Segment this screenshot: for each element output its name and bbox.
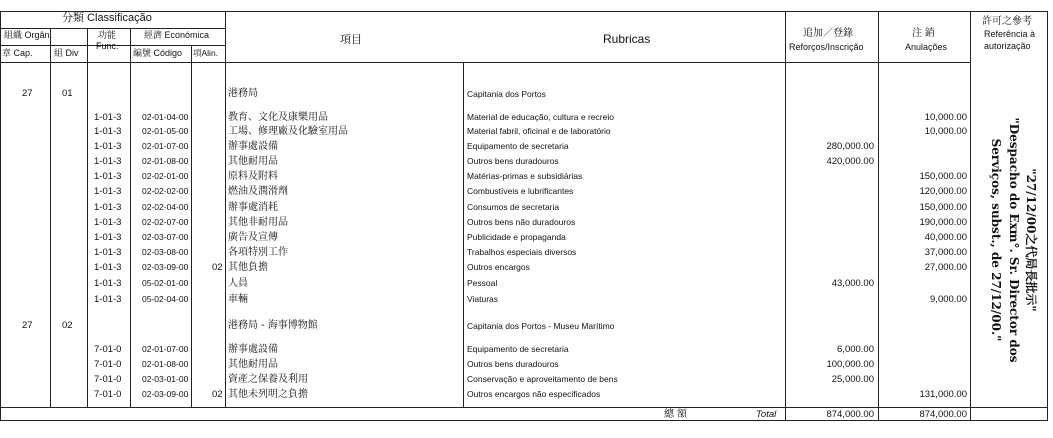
row-codigo: 02-03-09-00	[142, 262, 189, 272]
table-row	[0, 247, 970, 261]
header-rubricas: Rubricas	[603, 32, 651, 46]
row-alin: 02	[212, 262, 223, 273]
authorization-line-1: "27/12/00之代局長批示"	[1024, 168, 1039, 312]
row-anulacao: 190,000.00	[919, 217, 967, 228]
group-cap: 27	[22, 320, 33, 331]
row-func: 1-01-3	[94, 141, 122, 152]
row-anulacao: 27,000.00	[924, 262, 967, 273]
row-codigo: 02-01-04-00	[142, 112, 189, 122]
row-item: 各項特別工作	[228, 247, 288, 258]
row-codigo: 02-01-05-00	[142, 126, 189, 136]
group-item: 港務局 - 海事博物館	[228, 320, 318, 331]
row-func: 1-01-3	[94, 171, 122, 182]
header-reforcos: Reforços/Inscrição	[789, 42, 864, 52]
row-anulacao: 120,000.00	[919, 186, 967, 197]
row-alin: 02	[212, 389, 223, 400]
row-func: 1-01-3	[94, 278, 122, 289]
row-item: 工場、修理廠及化驗室用品	[228, 126, 348, 137]
row-item: 教育、文化及康樂用品	[228, 112, 328, 123]
table-row	[0, 389, 970, 403]
row-codigo: 02-01-08-00	[142, 156, 189, 166]
table-row	[0, 217, 970, 231]
row-item: 其他非耐用品	[228, 217, 288, 228]
table-row	[0, 232, 970, 246]
row-codigo: 02-01-07-00	[142, 141, 189, 151]
row-anulacao: 150,000.00	[919, 202, 967, 213]
table-row	[0, 359, 970, 373]
table-row	[0, 141, 970, 155]
row-func: 7-01-0	[94, 359, 122, 370]
row-codigo: 02-01-08-00	[142, 359, 189, 369]
row-codigo: 02-03-07-00	[142, 232, 189, 242]
row-item: 車輛	[228, 294, 248, 305]
row-rubrica: Pessoal	[467, 278, 498, 288]
table-top-border	[0, 11, 1048, 12]
group-rubrica: Capitania dos Portos - Museu Marítimo	[467, 321, 615, 331]
row-anulacao: 10,000.00	[924, 126, 967, 137]
total-anulacao: 874,000.00	[919, 409, 967, 420]
row-func: 1-01-3	[94, 247, 122, 258]
header-bottom-border	[0, 62, 970, 63]
table-row	[0, 112, 970, 126]
row-codigo: 02-03-09-00	[142, 389, 189, 399]
header-reforcos-zh: 追加／登錄	[803, 28, 853, 39]
row-func: 1-01-3	[94, 262, 122, 273]
table-bottom-border	[0, 420, 1048, 421]
row-rubrica: Viaturas	[467, 294, 499, 304]
table-row	[0, 156, 970, 170]
row-codigo: 02-02-01-00	[142, 171, 189, 181]
row-rubrica: Material fabril, oficinal e de laboratório	[467, 126, 611, 136]
row-anulacao: 40,000.00	[924, 232, 967, 243]
table-row	[0, 278, 970, 292]
row-func: 1-01-3	[94, 294, 122, 305]
row-item: 辦事處設備	[228, 141, 278, 152]
row-rubrica: Consumos de secretaria	[467, 202, 560, 212]
row-rubrica: Matérias-primas e subsidiárias	[467, 171, 583, 181]
group-cap: 27	[22, 88, 33, 99]
row-func: 1-01-3	[94, 126, 122, 137]
authorization-line-2: "Despacho do Exm°. Sr. Director dos	[1006, 117, 1021, 363]
row-rubrica: Equipamento de secretaria	[467, 344, 569, 354]
row-item: 燃油及潤滑劑	[228, 186, 288, 197]
header-cap: 章 Cap.	[2, 48, 33, 58]
row-item: 廣告及宣傳	[228, 232, 278, 243]
header-anulacoes-zh: 注 銷	[912, 28, 935, 39]
row-func: 7-01-0	[94, 374, 122, 385]
row-item: 其他負擔	[228, 262, 268, 273]
header-func-zh: 功能	[98, 30, 117, 40]
row-anulacao: 9,000.00	[930, 294, 967, 305]
row-anulacao: 131,000.00	[919, 389, 967, 400]
row-item: 辦事處設備	[228, 344, 278, 355]
row-codigo: 02-02-02-00	[142, 186, 189, 196]
header-subrow-line	[0, 28, 225, 29]
row-item: 原料及附料	[228, 171, 278, 182]
row-func: 1-01-3	[94, 202, 122, 213]
table-row	[0, 374, 970, 388]
row-codigo: 05-02-04-00	[142, 294, 189, 304]
header-organica: 組織 Orgân.	[4, 30, 53, 40]
header-economica: 經濟 Económica	[144, 30, 210, 40]
row-reforco: 100,000.00	[826, 359, 874, 370]
group-item: 港務局	[228, 88, 258, 99]
row-anulacao: 150,000.00	[919, 171, 967, 182]
row-codigo: 05-02-01-00	[142, 278, 189, 288]
table-row	[0, 171, 970, 185]
row-func: 7-01-0	[94, 389, 122, 400]
row-item: 人員	[228, 278, 248, 289]
header-item-zh: 項目	[340, 33, 362, 46]
row-item: 其他耐用品	[228, 156, 278, 167]
row-codigo: 02-02-07-00	[142, 217, 189, 227]
row-rubrica: Material de educação, cultura e recreio	[467, 112, 614, 122]
row-rubrica: Outros encargos não especificados	[467, 389, 601, 399]
row-item: 其他未列明之負擔	[228, 389, 308, 400]
row-reforco: 25,000.00	[831, 374, 874, 385]
header-ref-1: Referência à	[984, 29, 1036, 39]
header-func: Func.	[96, 41, 119, 51]
row-func: 1-01-3	[94, 232, 122, 243]
row-rubrica: Trabalhos especiais diversos	[467, 247, 577, 257]
total-label-zh: 總 額	[664, 409, 688, 420]
row-codigo: 02-01-07-00	[142, 344, 189, 354]
total-reforco: 874,000.00	[826, 409, 874, 420]
row-rubrica: Combustíveis e lubrificantes	[467, 186, 574, 196]
group-rubrica: Capitania dos Portos	[467, 89, 546, 99]
row-item: 辦事處消耗	[228, 202, 278, 213]
table-row	[0, 262, 970, 276]
header-alin: 項Alin.	[193, 48, 219, 58]
row-rubrica: Publicidade e propaganda	[467, 232, 566, 242]
row-anulacao: 37,000.00	[924, 247, 967, 258]
row-rubrica: Outros bens duradouros	[467, 156, 559, 166]
group-div: 01	[62, 88, 73, 99]
header-ref-2: autorização	[984, 41, 1031, 51]
row-func: 1-01-3	[94, 156, 122, 167]
row-reforco: 43,000.00	[831, 278, 874, 289]
row-rubrica: Outros encargos	[467, 262, 530, 272]
row-item: 資產之保養及利用	[228, 374, 308, 385]
table-row	[0, 202, 970, 216]
row-reforco: 280,000.00	[826, 141, 874, 152]
row-codigo: 02-03-08-00	[142, 247, 189, 257]
row-func: 1-01-3	[94, 112, 122, 123]
row-codigo: 02-02-04-00	[142, 202, 189, 212]
header-anulacoes: Anulações	[905, 42, 948, 52]
row-rubrica: Outros bens duradouros	[467, 359, 559, 369]
row-reforco: 420,000.00	[826, 156, 874, 167]
table-row	[0, 294, 970, 308]
total-label: Total	[756, 409, 777, 420]
row-codigo: 02-03-01-00	[142, 374, 189, 384]
table-row	[0, 344, 970, 358]
header-ref-zh: 許可之參考	[982, 16, 1032, 27]
row-rubrica: Equipamento de secretaria	[467, 141, 569, 151]
group-div: 02	[62, 320, 73, 331]
right-border	[1047, 11, 1048, 421]
header-classificacao: 分類 Classificação	[62, 12, 152, 24]
row-func: 1-01-3	[94, 217, 122, 228]
row-func: 1-01-3	[94, 186, 122, 197]
row-anulacao: 10,000.00	[924, 112, 967, 123]
authorization-line-3: Serviços, subst., de 27/12/00."	[989, 138, 1004, 342]
row-item: 其他耐用品	[228, 359, 278, 370]
row-rubrica: Outros bens não duradouros	[467, 217, 576, 227]
row-rubrica: Conservação e aproveitamento de bens	[467, 374, 618, 384]
col-ref-line	[970, 11, 971, 421]
header-codigo: 編號 Código	[133, 48, 183, 58]
total-top-border	[0, 407, 1048, 408]
table-row	[0, 126, 970, 140]
header-div: 組 Div	[54, 48, 79, 58]
table-row	[0, 186, 970, 200]
row-reforco: 6,000.00	[837, 344, 874, 355]
row-func: 7-01-0	[94, 344, 122, 355]
